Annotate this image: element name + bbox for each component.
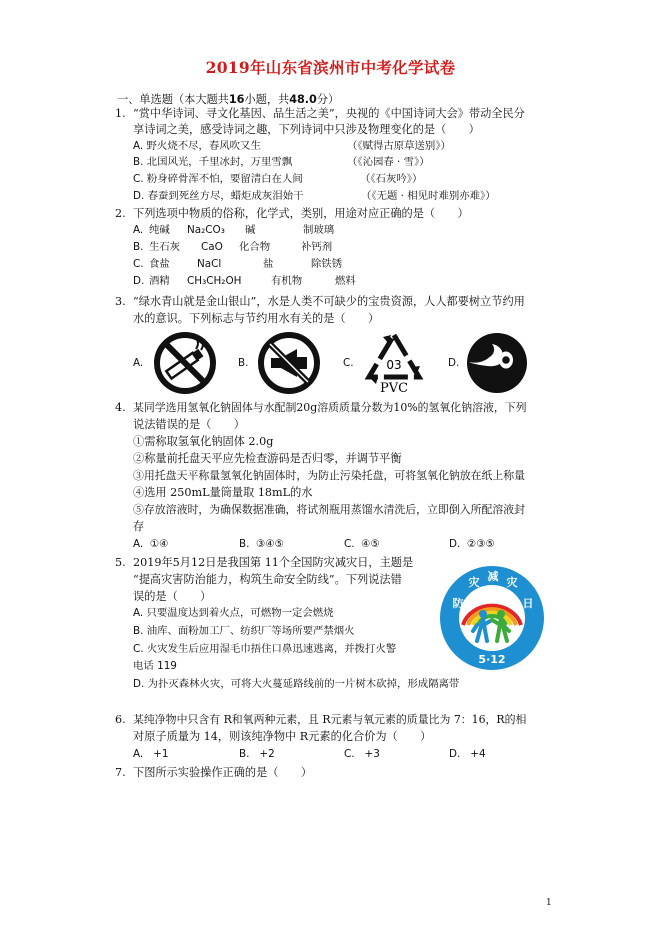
recycle-number: 03 (386, 358, 402, 372)
q2-option-b[interactable]: B. 生石灰 CaO 化合物 补钙剂 (133, 241, 333, 253)
q4-stem-line1: 某同学选用氢氧化钠固体与水配制20g溶质质量分数为10%的氢氧化钠溶液，下列 (133, 401, 527, 414)
q1-option-a[interactable]: A. 野火烧不尽，春风吹又生 (133, 140, 261, 152)
q6-option-d[interactable]: D. +4 (449, 748, 486, 760)
q7-number: 7. (115, 766, 126, 779)
q4-option-d[interactable]: D. ②③⑤ (449, 538, 495, 550)
logo-char-3: 减 (487, 570, 499, 583)
logo-char-2: 灾 (468, 576, 480, 589)
page-number: 1 (546, 898, 552, 908)
disaster-prevention-logo (439, 565, 545, 671)
no-horn-icon[interactable] (257, 331, 321, 395)
q3-stem-line1: “绿水青山就是金山银山”，水是人类不可缺少的宝贵资源，人人都要树立节约用 (133, 295, 525, 308)
q1-option-a-source: （《赋得古原草送别》） (347, 140, 451, 152)
q3-number: 3. (115, 295, 126, 308)
q1-stem-line2: 享诗词之美，感受诗词之趣，下列诗词中只涉及物理变化的是（ ） (133, 123, 480, 136)
recycle-code: PVC (379, 381, 409, 395)
q3-option-c-label[interactable]: C. (343, 357, 354, 369)
q5-option-d[interactable]: D. 为扑灭森林火灾，可将大火蔓延路线前的一片树木砍掉，形成隔离带 (133, 678, 460, 690)
q2-option-d[interactable]: D. 酒精 CH₃CH₂OH 有机物 燃料 (133, 275, 356, 287)
q5-stem-line2: “提高灾害防治能力，构筑生命安全防线”。下列说法错 (133, 573, 402, 586)
q5-option-c-cont: 电话 119 (133, 660, 177, 672)
logo-date: 5·12 (478, 653, 506, 666)
q6-option-b[interactable]: B. +2 (239, 748, 275, 760)
q4-number: 4. (115, 401, 126, 414)
q6-option-c[interactable]: C. +3 (344, 748, 380, 760)
q3-option-d-label[interactable]: D. (448, 357, 460, 369)
q4-item-5: ⑤存放溶液时，为确保数据准确，将试剂瓶用蒸馏水清洗后，立即倒入所配溶液封 (133, 503, 526, 516)
q5-option-a[interactable]: A. 只要温度达到着火点，可燃物一定会燃烧 (133, 607, 334, 619)
q6-number: 6. (115, 713, 126, 726)
q5-stem-line1: 2019年5月12日是我国第 11个全国防灾减灾日，主题是 (133, 556, 414, 569)
water-saving-icon[interactable] (465, 331, 529, 395)
q4-item-2: ②称量前托盘天平应先检查游码是否归零，并调节平衡 (133, 452, 402, 465)
q2-option-a[interactable]: A. 纯碱 Na₂CO₃ 碱 制玻璃 (133, 224, 335, 236)
q4-option-c[interactable]: C. ④⑤ (344, 538, 380, 550)
q2-option-c[interactable]: C. 食盐 NaCl 盐 除铁锈 (133, 258, 343, 270)
q2-stem: 下列选项中物质的俗称，化学式，类别，用途对应正确的是（ ） (133, 207, 469, 220)
q1-number: 1. (115, 107, 126, 120)
logo-char-4: 灾 (506, 576, 518, 589)
q6-stem-line1: 某纯净物中只含有 R和氧两种元素，且 R元素与氧元素的质量比为 7：16，R的相 (133, 713, 527, 726)
q5-option-c[interactable]: C. 火灾发生后应用湿毛巾捂住口鼻迅速逃离，并拨打火警 (133, 643, 397, 655)
q6-stem-line2: 对原子质量为 14，则该纯净物中 R元素的化合价为（ ） (133, 730, 432, 743)
q1-stem-line1: “赏中华诗词、寻文化基因、品生活之美”，央视的《中国诗词大会》带动全民分 (133, 107, 525, 120)
q4-option-b[interactable]: B. ③④⑤ (239, 538, 284, 550)
q4-stem-line2: 说法错误的是（ ） (133, 418, 245, 431)
q3-option-b-label[interactable]: B. (238, 357, 249, 369)
q7-stem: 下图所示实验操作正确的是（ ） (133, 766, 313, 779)
q1-option-d[interactable]: D. 春蚕到死丝方尽，蜡炬成灰泪始干 (133, 190, 304, 202)
q3-stem-line2: 水的意识。下列标志与节约用水有关的是（ ） (133, 312, 380, 325)
q1-option-b[interactable]: B. 北国风光，千里冰封，万里雪飘 (133, 156, 293, 168)
recycle-pvc-icon[interactable] (361, 329, 427, 395)
q4-item-5-cont: 存 (133, 520, 145, 533)
q5-stem-line3: 误的是（ ） (133, 590, 212, 603)
no-smoking-icon[interactable] (153, 331, 217, 395)
q4-item-4: ④选用 250mL量筒量取 18mL的水 (133, 486, 313, 499)
q1-option-c-source: （《石灰吟》） (360, 173, 423, 185)
q1-option-d-source: （《无题 · 相见时难别亦难》） (361, 190, 496, 202)
q5-number: 5. (115, 556, 126, 569)
q6-option-a[interactable]: A. +1 (133, 748, 169, 760)
q4-option-a[interactable]: A. ①④ (133, 538, 169, 550)
logo-char-1: 防 (452, 597, 464, 610)
q3-option-a-label[interactable]: A. (133, 357, 144, 369)
q1-option-c[interactable]: C. 粉身碎骨浑不怕，要留清白在人间 (133, 173, 303, 185)
q5-option-b[interactable]: B. 油库、面粉加工厂、纺织厂等场所要严禁烟火 (133, 625, 355, 637)
logo-char-5: 日 (522, 597, 534, 610)
q4-item-1: ①需称取氢氧化钠固体 2.0g (133, 435, 274, 448)
q1-option-b-source: （《沁园春 · 雪》） (347, 156, 430, 168)
section-header: 一、单选题（本大题共16小题，共48.0分） (117, 93, 340, 106)
q2-number: 2. (115, 207, 126, 220)
q4-item-3: ③用托盘天平称量氢氧化钠固体时，为防止污染托盘，可将氢氧化钠放在纸上称量 (133, 469, 526, 482)
page-title: 2019年山东省滨州市中考化学试卷 (205, 58, 456, 77)
